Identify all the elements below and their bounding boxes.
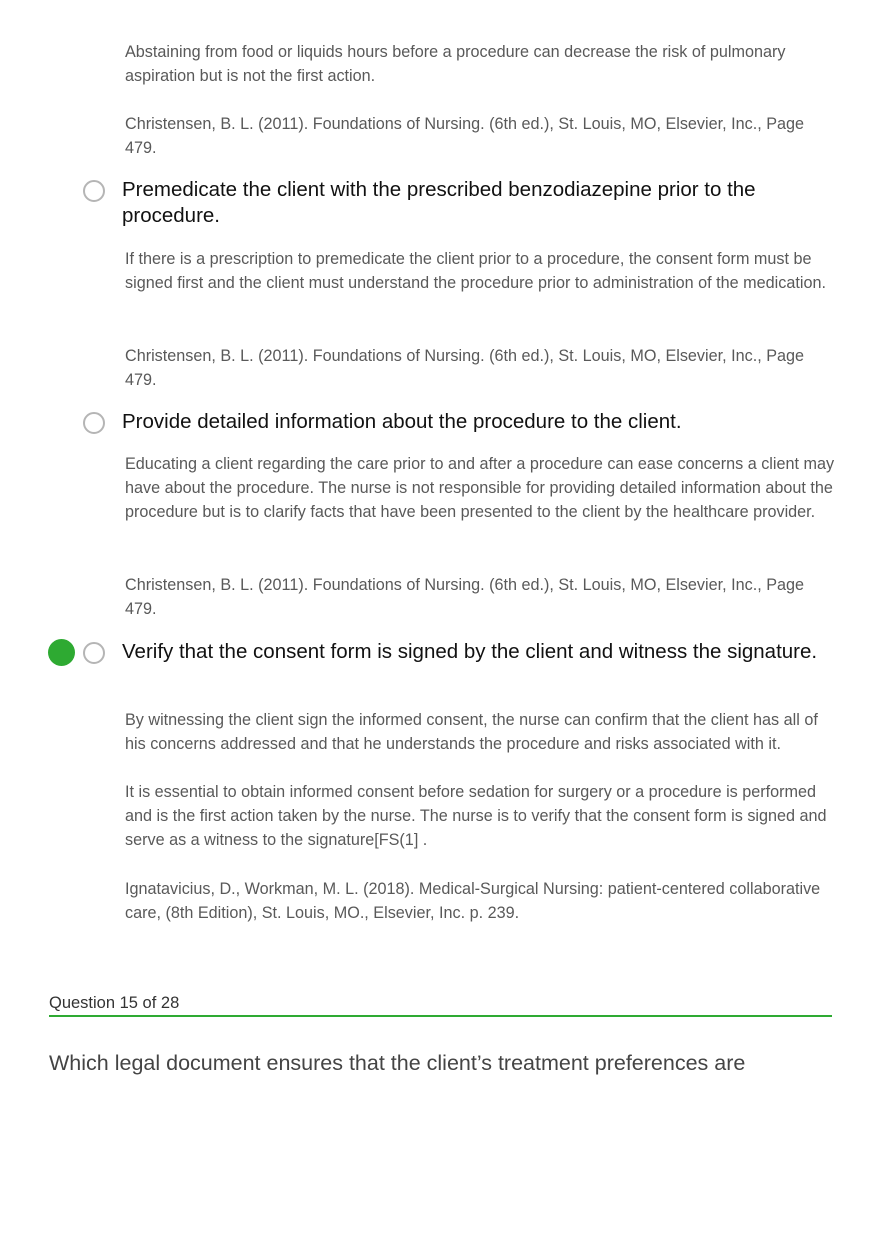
question-text: Which legal document ensures that the client’s treatment preferences are xyxy=(49,1051,746,1075)
option-radio-2[interactable] xyxy=(83,412,105,434)
rationale-text-2: It is essential to obtain informed consent before sedation for surgery or a procedure is performed and is the first action taken by the nurse. The nurse is to verify that the consent form is signed and serve as a witness to the signature[FS(1] . xyxy=(125,783,827,849)
option-radio-1[interactable] xyxy=(83,180,105,202)
correct-answer-indicator xyxy=(48,639,75,666)
reference-text: Christensen, B. L. (2011). Foundations of Nursing. (6th ed.), St. Louis, MO, Elsevier, Inc., Page 479. xyxy=(125,347,805,389)
question-number: Question 15 of 28 xyxy=(49,994,180,1012)
reference-text: Ignatavicius, D., Workman, M. L. (2018). Medical-Surgical Nursing: patient-centered collaborative care, (8th Edition), St. Louis, MO., Elsevier, Inc. p. 239. xyxy=(125,880,821,922)
reference-text: Christensen, B. L. (2011). Foundations of Nursing. (6th ed.), St. Louis, MO, Elsevier, Inc., Page 479. xyxy=(125,576,805,618)
question-divider xyxy=(49,1015,832,1017)
option-label-2[interactable]: Provide detailed information about the procedure to the client. xyxy=(122,410,682,433)
rationale-text: Educating a client regarding the care prior to and after a procedure can ease concerns a client may have about the procedure. The nurse is not responsible for providing detailed information about the procedure but is to clarify facts that have been presented to the client by the healthcare provider. xyxy=(125,455,835,521)
rationale-text: Abstaining from food or liquids hours before a procedure can decrease the risk of pulmonary aspiration but is not the first action. xyxy=(125,43,786,85)
option-label-3[interactable]: Verify that the consent form is signed by the client and witness the signature. xyxy=(122,640,818,663)
option-label-1[interactable]: Premedicate the client with the prescribed benzodiazepine prior to the procedure. xyxy=(122,178,756,227)
rationale-text: If there is a prescription to premedicate the client prior to a procedure, the consent form must be signed first and the client must understand the procedure prior to administration of the medication. xyxy=(125,250,826,292)
option-radio-3[interactable] xyxy=(83,642,105,664)
reference-text: Christensen, B. L. (2011). Foundations of Nursing. (6th ed.), St. Louis, MO, Elsevier, Inc., Page 479. xyxy=(125,115,805,157)
rationale-text: By witnessing the client sign the informed consent, the nurse can confirm that the client has all of his concerns addressed and that he understands the procedure and risks associated with it. xyxy=(125,711,818,753)
